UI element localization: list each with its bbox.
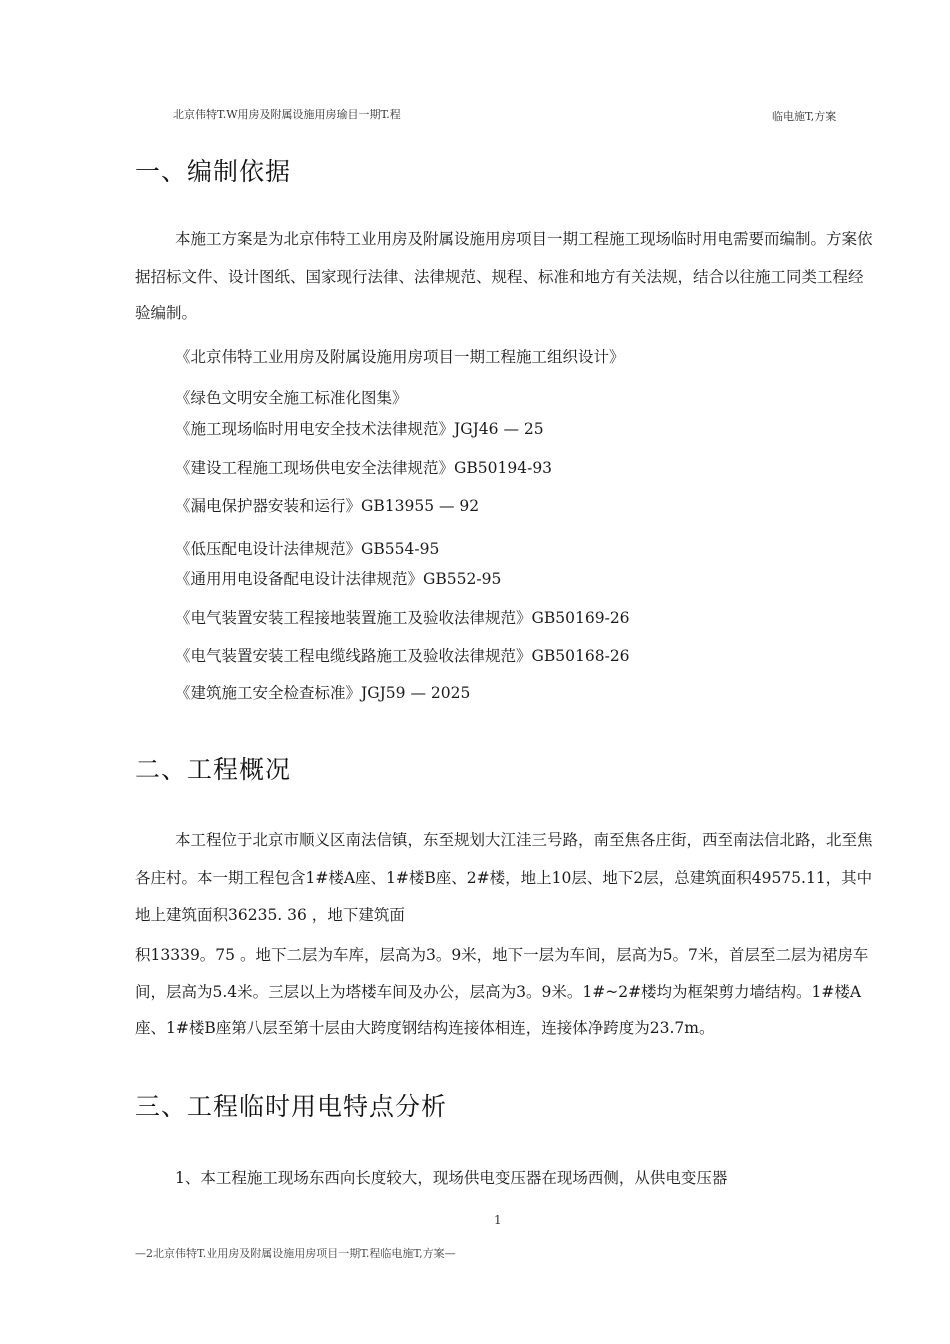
- reference-item: 《北京伟特工业用房及附属设施用房项目一期工程施工组织设计》: [175, 348, 625, 366]
- reference-item: 《电气装置安装工程接地装置施工及验收法律规范》GB50169-26: [175, 609, 630, 627]
- section-title-analysis: 三、工程临时用电特点分析: [135, 1092, 448, 1121]
- reference-item: 《低压配电设计法律规范》GB554-95: [175, 540, 440, 558]
- section-title-overview: 二、工程概况: [135, 755, 292, 784]
- paragraph-line: 地上建筑面积36235. 36 ，地下建筑面: [135, 906, 405, 924]
- reference-item: 《施工现场临时用电安全技术法律规范》JGJ46 — 25: [175, 420, 544, 438]
- page-number: 1: [494, 1213, 502, 1227]
- paragraph-line: 1、本工程施工现场东西向长度较大，现场供电变压器在现场西侧，从供电变压器: [175, 1169, 728, 1187]
- reference-item: 《建筑施工安全检查标准》JGJ59 — 2025: [175, 684, 471, 702]
- paragraph-line: 积13339。75 。地下二层为车库，层高为3。9米，地下一层为车间，层高为5。7米，首层至二层为裙房车: [135, 946, 869, 964]
- footer-text: —2北京伟特T.业用房及附属设施用房项目一期T.程临电施T,方案—: [135, 1247, 456, 1260]
- paragraph-line: 间，层高为5.4米。三层以上为塔楼车间及办公，层高为3。9米。1#~2#楼均为框架剪力墙结构。1#楼A: [135, 983, 862, 1001]
- section-title-basis: 一、编制依据: [135, 157, 292, 186]
- reference-item: 《绿色文明安全施工标准化图集》: [175, 389, 408, 407]
- header-left: 北京伟特T.W用房及附属设施用房瑜目一期T.程: [173, 108, 401, 121]
- header-right: 临电施T,方案: [772, 110, 837, 123]
- reference-item: 《电气装置安装工程电缆线路施工及验收法律规范》GB50168-26: [175, 647, 630, 665]
- paragraph-line: 据招标文件、设计图纸、国家现行法律、法律规范、规程、标准和地方有关法规，结合以往施工同类工程经: [135, 268, 864, 286]
- reference-item: 《通用用电设备配电设计法律规范》GB552-95: [175, 570, 502, 588]
- reference-item: 《漏电保护器安装和运行》GB13955 — 92: [175, 497, 480, 515]
- paragraph-line: 验编制。: [135, 304, 198, 322]
- reference-item: 《建设工程施工现场供电安全法律规范》GB50194-93: [175, 459, 553, 477]
- paragraph-line: 座、1#楼B座第八层至第十层由大跨度钢结构连接体相连，连接体净跨度为23.7m。: [135, 1019, 715, 1037]
- paragraph-line: 本工程位于北京市顺义区南法信镇，东至规划大江洼三号路，南至焦各庄街，西至南法信北路，北至焦: [175, 831, 873, 849]
- paragraph-line: 本施工方案是为北京伟特工业用房及附属设施用房项目一期工程施工现场临时用电需要而编制。方案依: [175, 230, 873, 248]
- paragraph-line: 各庄村。本一期工程包含1#楼A座、1#楼B座、2#楼，地上10层、地下2层，总建筑面积49575.11，其中: [135, 869, 873, 887]
